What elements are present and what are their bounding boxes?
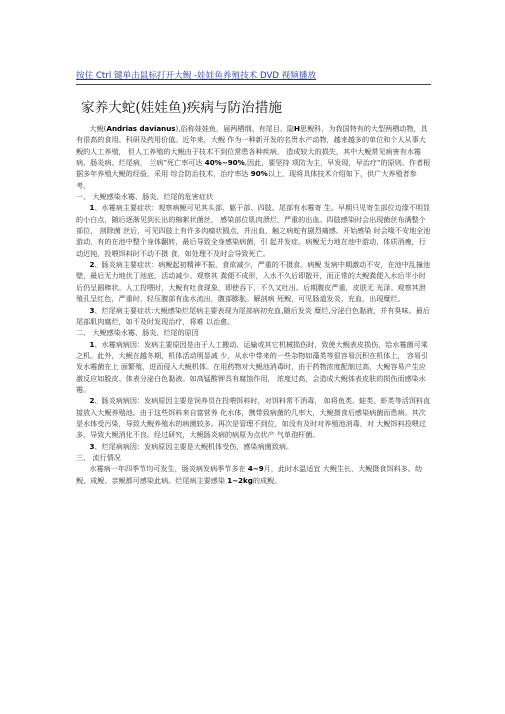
section-3-text-1: 水霉病一年四季节均可发生，肠炎病发病季节多在 [89,464,248,474]
section-1-item-2 [76,259,431,304]
item-number: 2 [89,260,95,270]
weight-range: 1~2kg [227,475,253,485]
item-text: 、肠炎病病因：发病原因主要是饲养员在投喂饵料时，对饵料常不消毒， 如将鱼类、蛙类、虾类等活饵料直接放入大鲵养殖池。由于这些饵料来自富营养 化水体，携带致病菌的几率大，大鲵摄食后感染病菌而患病。其次是水体受污染，导致大鲵养殖水的病菌较多。再次是管理不到位，如没有及时对养殖池消毒，对 大鲵饵料投喂过多，导致大鲵消化不良。经过研究，大鲵肠炎病的病原为点状产 气单孢杆菌。 [76,396,431,440]
intro-text-5: 以上，现将具体技术介绍如下，供广大养殖者参 考。 [76,169,417,190]
section-2-item-3 [76,441,431,452]
intro-text-4: ,因此，要坚持 项防为主，早发现，早治疗”的原则。作者根据多年养殖大鲵的经验，采用 综合防治技术，治疗率达 [76,158,431,179]
item-text: 、烂尾病病因：发病原因主要是大鲵机体受伤，感染病菌致病。 [94,441,294,451]
item-number: 1 [89,203,95,213]
item-text: 、烂尾病主要症状:大鲵感染烂尾病主要表现为尾部病初充血,随后发炎 糜烂,分泌白色黏液，并有臭味。最后尾部肌肉腐烂，如不及时发现治疗，将难 以治愈。 [76,305,430,326]
item-text: 、水霉病病因：发病主要原因是由于人工搬动、运输或其它机械损伤时，致使大鲵表皮损伤，给水霉菌可乘之机。此外，大鲵在越冬期，机体活动明显减 少，从水中带来的一些杂物如藻类等很容易沉积在机体上， 容易引发水霉菌在上 面繁殖，进而侵入大鲵机体。在用药物对大鲵池消毒时，由于药物浓度配制过高，大鲵容易产生应激反应如脱皮、体表分泌白色黏液。如高锰酸钾具有腐蚀作用， 浓度过高，会造成大鲵体表皮肤的损伤而感染水霉。 [76,339,429,394]
cure-rate: 90% [250,169,268,179]
section-2-item-1 [76,339,431,396]
section-3-text-3: 的成鲵。 [252,475,282,485]
section-1-item-3 [76,305,431,328]
item-number: 1 [89,339,95,349]
mortality-rate: 40%~90% [204,158,245,168]
latin-name: Andrias davianus [106,124,176,133]
intro-text-3: 思鲵科，为我国特有的大型两栖动物，具有很高的食用、科研及药用价值。近年来，大鲵 作为一种新开发的名贵水产动物，越来越多的单位和个人从事大鲵的人工养殖， 但人工养殖的大鲵由于技术不到位常患各种疾病， 造成较大的损失，其中大鲵常见病害有水霉病、肠炎病、烂尾病， 兰病”死亡率可达 [76,124,428,168]
intro-bold-char: H [294,124,300,133]
item-number: 3 [89,305,95,315]
intro-text-2: ),俗称娃娃鱼，届两栖纲、有尾目、隐 [175,124,295,133]
section-2-item-2 [76,395,431,440]
section-3-text-2: 月，此时水温适宜 大鲵生长，大鲵摄食饵料多。幼鲵、成鲵、亲鲵都可感染此病。烂尾病主要感染 [76,464,422,485]
item-number: 3 [89,441,95,451]
item-text: 、肠炎病主要症状：病鲵起初精神不振，食欲减少，严重的不摄食。病鲵 发病中期激动不安，在池中乱撞池壁，最后无力地伏丁池底，活动减少。观察其 粪便不成形，入水不久后即散开，而正常的大鲵粪便入水后半小时后仍呈圆棒状。人工投喂时，大鲵有吐食现象，即使吞下，不久又吐出。后期腹皮严重，皮肤无 光泽。观察其泄殖孔呈红色，严重时，轻压腹部有血水流出，腹部膨胀。解剖病 死鲵，可见肠道发炎、充血，出现糜烂。 [76,260,431,304]
section-3-paragraph [76,463,431,486]
section-1-item-1 [76,202,431,259]
video-link[interactable]: 按住 Ctrl 键单击鼠标打开大鲵 -娃娃鱼养殖技术 DVD 视频播放 [76,71,317,81]
article-title: 家养大蛇(娃娃鱼)疾病与防治措施 [81,100,282,116]
intro-paragraph [76,123,431,191]
months-range: 4~9 [247,464,264,474]
intro-text-1: 大鲵( [89,124,107,133]
item-number: 2 [89,396,95,406]
header-rule [76,84,431,85]
section-1-heading: 一、 大鲵感染水霉、肠炎、烂尾的危害症状 [76,192,214,202]
section-2-heading: 二、 大鲵感染水霉、肠炎、烂尾的原因 [76,328,199,338]
item-text: 、水霉病主要症状：观察病鲵可见其头部、躯干部、四肢、尾部有水霉寄 生。早期只见寄生部位边缘不明显的小白点，随后逐渐见到长出的棉絮状菌丝， 感染部位肌肉溃烂，严重的出血。四肢感染时会出现菌丝布满整个部位， 剖除菌 丝后，可见四肢上有许多肉瘤状圆点，并出血，触之病蛇有剧烈痛感。开始感染 时会喙不安地全池游动，有的在池中整个身体翻转，最后导致全身感染病菌，引 起并发症。病鲵无力地在池中游动，体质消瘦，行动迟钝，投喂饵料时不动不摄 食，如处理不及时会导致死亡。 [76,203,431,258]
article-body [76,123,431,486]
section-3-heading: 三、 流行情况 [76,452,121,462]
